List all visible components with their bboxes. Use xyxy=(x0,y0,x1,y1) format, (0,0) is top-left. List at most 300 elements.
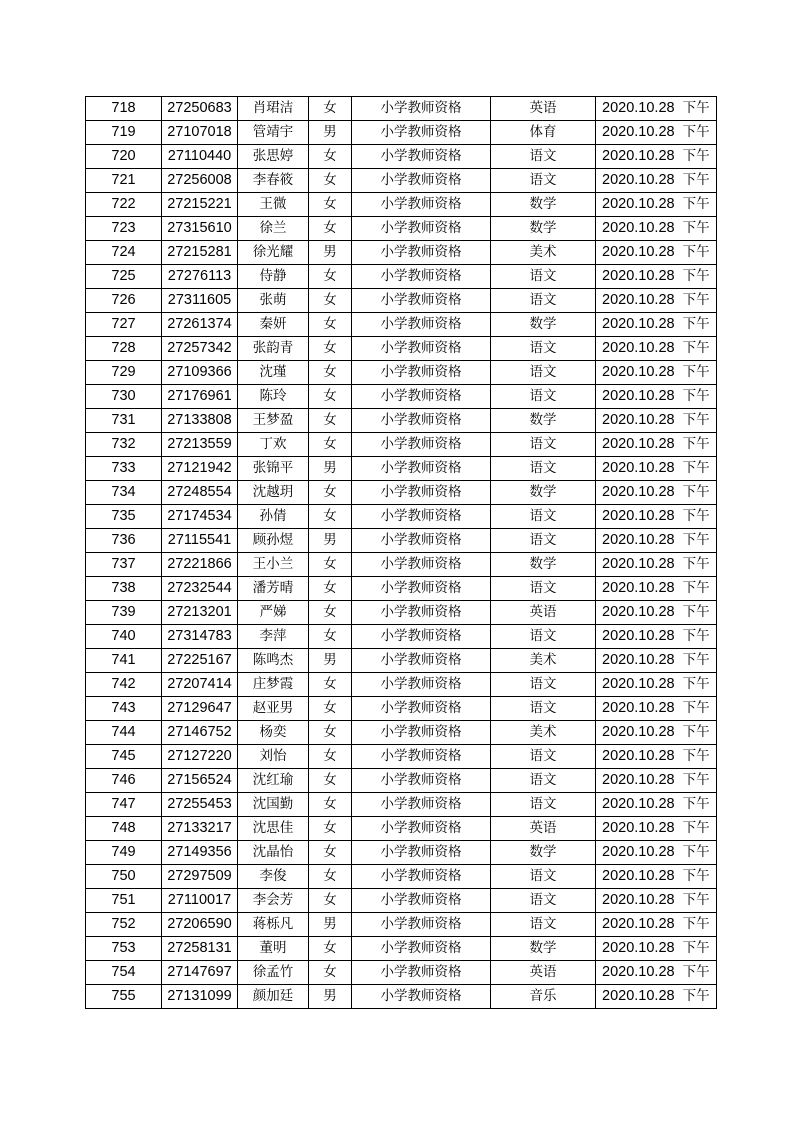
exam-time-cell xyxy=(596,97,717,121)
gender-cell: 女 xyxy=(309,889,352,913)
gender-cell: 女 xyxy=(309,145,352,169)
exam-period: 下午 xyxy=(682,364,710,380)
table-row xyxy=(86,409,717,433)
subject-cell: 语文 xyxy=(491,169,596,193)
exam-date: 2020.10.28 xyxy=(602,820,675,836)
table-row xyxy=(86,337,717,361)
seq-cell: 752 xyxy=(86,913,162,937)
seq-cell: 746 xyxy=(86,769,162,793)
qualification-cell: 小学教师资格 xyxy=(352,169,491,193)
ticket-number-cell: 27215221 xyxy=(162,193,238,217)
subject-cell: 语文 xyxy=(491,625,596,649)
exam-period: 下午 xyxy=(682,796,710,812)
exam-period: 下午 xyxy=(682,268,710,284)
table-row xyxy=(86,889,717,913)
exam-time-cell xyxy=(596,841,717,865)
qualification-cell: 小学教师资格 xyxy=(352,841,491,865)
exam-period: 下午 xyxy=(682,100,710,116)
subject-cell: 语文 xyxy=(491,697,596,721)
exam-time-cell xyxy=(596,313,717,337)
qualification-cell: 小学教师资格 xyxy=(352,481,491,505)
exam-date: 2020.10.28 xyxy=(602,268,675,284)
subject-cell: 英语 xyxy=(491,961,596,985)
qualification-cell: 小学教师资格 xyxy=(352,97,491,121)
exam-time-cell xyxy=(596,601,717,625)
gender-cell: 男 xyxy=(309,241,352,265)
seq-cell: 729 xyxy=(86,361,162,385)
ticket-number-cell: 27248554 xyxy=(162,481,238,505)
exam-period: 下午 xyxy=(682,172,710,188)
name-cell: 张思婷 xyxy=(238,145,309,169)
exam-date: 2020.10.28 xyxy=(602,196,675,212)
ticket-number-cell: 27258131 xyxy=(162,937,238,961)
exam-period: 下午 xyxy=(682,916,710,932)
qualification-cell: 小学教师资格 xyxy=(352,601,491,625)
seq-cell: 731 xyxy=(86,409,162,433)
exam-date: 2020.10.28 xyxy=(602,244,675,260)
name-cell: 李春筱 xyxy=(238,169,309,193)
subject-cell: 语文 xyxy=(491,673,596,697)
exam-date: 2020.10.28 xyxy=(602,604,675,620)
ticket-number-cell: 27297509 xyxy=(162,865,238,889)
exam-time-cell xyxy=(596,865,717,889)
seq-cell: 725 xyxy=(86,265,162,289)
seq-cell: 732 xyxy=(86,433,162,457)
exam-period: 下午 xyxy=(682,988,710,1004)
name-cell: 秦妍 xyxy=(238,313,309,337)
qualification-cell: 小学教师资格 xyxy=(352,865,491,889)
table-row xyxy=(86,769,717,793)
exam-period: 下午 xyxy=(682,316,710,332)
exam-date: 2020.10.28 xyxy=(602,172,675,188)
exam-time-cell xyxy=(596,457,717,481)
name-cell: 董明 xyxy=(238,937,309,961)
seq-cell: 735 xyxy=(86,505,162,529)
seq-cell: 747 xyxy=(86,793,162,817)
table-row xyxy=(86,673,717,697)
seq-cell: 753 xyxy=(86,937,162,961)
exam-period: 下午 xyxy=(682,844,710,860)
subject-cell: 语文 xyxy=(491,865,596,889)
exam-date: 2020.10.28 xyxy=(602,772,675,788)
exam-time-cell xyxy=(596,505,717,529)
subject-cell: 数学 xyxy=(491,313,596,337)
ticket-number-cell: 27133808 xyxy=(162,409,238,433)
qualification-cell: 小学教师资格 xyxy=(352,361,491,385)
subject-cell: 数学 xyxy=(491,481,596,505)
ticket-number-cell: 27107018 xyxy=(162,121,238,145)
table-row xyxy=(86,193,717,217)
exam-date: 2020.10.28 xyxy=(602,412,675,428)
table-row xyxy=(86,457,717,481)
exam-period: 下午 xyxy=(682,340,710,356)
exam-period: 下午 xyxy=(682,460,710,476)
exam-date: 2020.10.28 xyxy=(602,388,675,404)
table-row xyxy=(86,265,717,289)
ticket-number-cell: 27131099 xyxy=(162,985,238,1009)
ticket-number-cell: 27146752 xyxy=(162,721,238,745)
gender-cell: 女 xyxy=(309,217,352,241)
exam-period: 下午 xyxy=(682,700,710,716)
seq-cell: 748 xyxy=(86,817,162,841)
exam-period: 下午 xyxy=(682,940,710,956)
exam-time-cell xyxy=(596,145,717,169)
name-cell: 王微 xyxy=(238,193,309,217)
qualification-cell: 小学教师资格 xyxy=(352,793,491,817)
subject-cell: 数学 xyxy=(491,217,596,241)
exam-time-cell xyxy=(596,529,717,553)
exam-period: 下午 xyxy=(682,820,710,836)
qualification-cell: 小学教师资格 xyxy=(352,505,491,529)
exam-time-cell xyxy=(596,337,717,361)
seq-cell: 722 xyxy=(86,193,162,217)
gender-cell: 女 xyxy=(309,337,352,361)
qualification-cell: 小学教师资格 xyxy=(352,817,491,841)
ticket-number-cell: 27133217 xyxy=(162,817,238,841)
exam-period: 下午 xyxy=(682,532,710,548)
ticket-number-cell: 27261374 xyxy=(162,313,238,337)
exam-time-cell xyxy=(596,265,717,289)
exam-period: 下午 xyxy=(682,580,710,596)
exam-date: 2020.10.28 xyxy=(602,724,675,740)
exam-period: 下午 xyxy=(682,436,710,452)
ticket-number-cell: 27314783 xyxy=(162,625,238,649)
gender-cell: 女 xyxy=(309,625,352,649)
ticket-number-cell: 27257342 xyxy=(162,337,238,361)
qualification-cell: 小学教师资格 xyxy=(352,889,491,913)
gender-cell: 女 xyxy=(309,865,352,889)
name-cell: 李俊 xyxy=(238,865,309,889)
qualification-cell: 小学教师资格 xyxy=(352,409,491,433)
exam-period: 下午 xyxy=(682,244,710,260)
qualification-cell: 小学教师资格 xyxy=(352,385,491,409)
name-cell: 沈红瑜 xyxy=(238,769,309,793)
subject-cell: 语文 xyxy=(491,745,596,769)
table-row xyxy=(86,433,717,457)
ticket-number-cell: 27311605 xyxy=(162,289,238,313)
table-row xyxy=(86,361,717,385)
name-cell: 侍静 xyxy=(238,265,309,289)
table-row xyxy=(86,289,717,313)
seq-cell: 727 xyxy=(86,313,162,337)
name-cell: 张锦平 xyxy=(238,457,309,481)
subject-cell: 语文 xyxy=(491,433,596,457)
table-row xyxy=(86,865,717,889)
exam-date: 2020.10.28 xyxy=(602,340,675,356)
exam-date: 2020.10.28 xyxy=(602,460,675,476)
subject-cell: 美术 xyxy=(491,649,596,673)
seq-cell: 749 xyxy=(86,841,162,865)
name-cell: 沈瑾 xyxy=(238,361,309,385)
ticket-number-cell: 27250683 xyxy=(162,97,238,121)
subject-cell: 数学 xyxy=(491,553,596,577)
qualification-cell: 小学教师资格 xyxy=(352,649,491,673)
subject-cell: 数学 xyxy=(491,193,596,217)
exam-time-cell xyxy=(596,793,717,817)
name-cell: 沈国勤 xyxy=(238,793,309,817)
name-cell: 沈晶怡 xyxy=(238,841,309,865)
gender-cell: 女 xyxy=(309,673,352,697)
exam-time-cell xyxy=(596,745,717,769)
qualification-cell: 小学教师资格 xyxy=(352,553,491,577)
qualification-cell: 小学教师资格 xyxy=(352,433,491,457)
exam-date: 2020.10.28 xyxy=(602,940,675,956)
seq-cell: 728 xyxy=(86,337,162,361)
seq-cell: 718 xyxy=(86,97,162,121)
seq-cell: 750 xyxy=(86,865,162,889)
table-row xyxy=(86,313,717,337)
table-row xyxy=(86,577,717,601)
exam-time-cell xyxy=(596,361,717,385)
exam-date: 2020.10.28 xyxy=(602,100,675,116)
ticket-number-cell: 27206590 xyxy=(162,913,238,937)
exam-time-cell xyxy=(596,217,717,241)
exam-date: 2020.10.28 xyxy=(602,748,675,764)
gender-cell: 男 xyxy=(309,121,352,145)
qualification-cell: 小学教师资格 xyxy=(352,457,491,481)
exam-date: 2020.10.28 xyxy=(602,508,675,524)
name-cell: 张韵青 xyxy=(238,337,309,361)
name-cell: 潘芳晴 xyxy=(238,577,309,601)
qualification-cell: 小学教师资格 xyxy=(352,985,491,1009)
ticket-number-cell: 27221866 xyxy=(162,553,238,577)
exam-period: 下午 xyxy=(682,412,710,428)
name-cell: 杨奕 xyxy=(238,721,309,745)
exam-time-cell xyxy=(596,817,717,841)
subject-cell: 语文 xyxy=(491,457,596,481)
subject-cell: 语文 xyxy=(491,769,596,793)
gender-cell: 男 xyxy=(309,985,352,1009)
name-cell: 陈鸣杰 xyxy=(238,649,309,673)
name-cell: 颜加廷 xyxy=(238,985,309,1009)
exam-date: 2020.10.28 xyxy=(602,628,675,644)
exam-date: 2020.10.28 xyxy=(602,700,675,716)
gender-cell: 女 xyxy=(309,553,352,577)
gender-cell: 女 xyxy=(309,577,352,601)
table-row xyxy=(86,145,717,169)
exam-date: 2020.10.28 xyxy=(602,988,675,1004)
name-cell: 丁欢 xyxy=(238,433,309,457)
subject-cell: 语文 xyxy=(491,337,596,361)
qualification-cell: 小学教师资格 xyxy=(352,937,491,961)
seq-cell: 754 xyxy=(86,961,162,985)
gender-cell: 女 xyxy=(309,313,352,337)
exam-period: 下午 xyxy=(682,772,710,788)
table-row xyxy=(86,913,717,937)
exam-date: 2020.10.28 xyxy=(602,916,675,932)
gender-cell: 女 xyxy=(309,289,352,313)
seq-cell: 745 xyxy=(86,745,162,769)
exam-date: 2020.10.28 xyxy=(602,532,675,548)
table-row xyxy=(86,697,717,721)
exam-date: 2020.10.28 xyxy=(602,676,675,692)
exam-date: 2020.10.28 xyxy=(602,124,675,140)
qualification-cell: 小学教师资格 xyxy=(352,241,491,265)
seq-cell: 743 xyxy=(86,697,162,721)
qualification-cell: 小学教师资格 xyxy=(352,673,491,697)
seq-cell: 738 xyxy=(86,577,162,601)
exam-period: 下午 xyxy=(682,868,710,884)
exam-period: 下午 xyxy=(682,292,710,308)
table-row xyxy=(86,169,717,193)
qualification-cell: 小学教师资格 xyxy=(352,577,491,601)
subject-cell: 数学 xyxy=(491,841,596,865)
name-cell: 徐兰 xyxy=(238,217,309,241)
seq-cell: 744 xyxy=(86,721,162,745)
exam-period: 下午 xyxy=(682,508,710,524)
exam-period: 下午 xyxy=(682,892,710,908)
seq-cell: 736 xyxy=(86,529,162,553)
exam-date: 2020.10.28 xyxy=(602,316,675,332)
seq-cell: 740 xyxy=(86,625,162,649)
seq-cell: 730 xyxy=(86,385,162,409)
gender-cell: 女 xyxy=(309,937,352,961)
exam-time-cell xyxy=(596,553,717,577)
table-row xyxy=(86,121,717,145)
table-row xyxy=(86,721,717,745)
gender-cell: 女 xyxy=(309,721,352,745)
name-cell: 顾孙煜 xyxy=(238,529,309,553)
subject-cell: 英语 xyxy=(491,601,596,625)
exam-period: 下午 xyxy=(682,556,710,572)
ticket-number-cell: 27174534 xyxy=(162,505,238,529)
seq-cell: 720 xyxy=(86,145,162,169)
exam-time-cell xyxy=(596,985,717,1009)
ticket-number-cell: 27215281 xyxy=(162,241,238,265)
table-row xyxy=(86,97,717,121)
exam-period: 下午 xyxy=(682,484,710,500)
exam-period: 下午 xyxy=(682,964,710,980)
candidate-list-page xyxy=(85,96,716,1009)
ticket-number-cell: 27207414 xyxy=(162,673,238,697)
ticket-number-cell: 27110017 xyxy=(162,889,238,913)
exam-time-cell xyxy=(596,169,717,193)
name-cell: 李会芳 xyxy=(238,889,309,913)
seq-cell: 737 xyxy=(86,553,162,577)
exam-time-cell xyxy=(596,913,717,937)
exam-time-cell xyxy=(596,409,717,433)
subject-cell: 语文 xyxy=(491,577,596,601)
gender-cell: 男 xyxy=(309,649,352,673)
name-cell: 沈思佳 xyxy=(238,817,309,841)
subject-cell: 体育 xyxy=(491,121,596,145)
exam-time-cell xyxy=(596,673,717,697)
ticket-number-cell: 27121942 xyxy=(162,457,238,481)
subject-cell: 美术 xyxy=(491,241,596,265)
subject-cell: 语文 xyxy=(491,265,596,289)
ticket-number-cell: 27115541 xyxy=(162,529,238,553)
exam-period: 下午 xyxy=(682,220,710,236)
ticket-number-cell: 27129647 xyxy=(162,697,238,721)
exam-time-cell xyxy=(596,385,717,409)
name-cell: 肖珺洁 xyxy=(238,97,309,121)
gender-cell: 女 xyxy=(309,481,352,505)
exam-period: 下午 xyxy=(682,148,710,164)
name-cell: 王小兰 xyxy=(238,553,309,577)
gender-cell: 女 xyxy=(309,265,352,289)
name-cell: 刘怡 xyxy=(238,745,309,769)
name-cell: 徐光耀 xyxy=(238,241,309,265)
table-row xyxy=(86,793,717,817)
subject-cell: 数学 xyxy=(491,409,596,433)
gender-cell: 女 xyxy=(309,769,352,793)
qualification-cell: 小学教师资格 xyxy=(352,217,491,241)
gender-cell: 女 xyxy=(309,505,352,529)
exam-time-cell xyxy=(596,433,717,457)
seq-cell: 739 xyxy=(86,601,162,625)
ticket-number-cell: 27225167 xyxy=(162,649,238,673)
exam-date: 2020.10.28 xyxy=(602,868,675,884)
subject-cell: 英语 xyxy=(491,817,596,841)
exam-date: 2020.10.28 xyxy=(602,292,675,308)
qualification-cell: 小学教师资格 xyxy=(352,121,491,145)
ticket-number-cell: 27276113 xyxy=(162,265,238,289)
subject-cell: 语文 xyxy=(491,793,596,817)
table-row xyxy=(86,817,717,841)
table-row xyxy=(86,841,717,865)
exam-period: 下午 xyxy=(682,628,710,644)
gender-cell: 女 xyxy=(309,745,352,769)
exam-period: 下午 xyxy=(682,748,710,764)
gender-cell: 男 xyxy=(309,529,352,553)
table-row xyxy=(86,601,717,625)
ticket-number-cell: 27147697 xyxy=(162,961,238,985)
name-cell: 沈越玥 xyxy=(238,481,309,505)
exam-time-cell xyxy=(596,697,717,721)
gender-cell: 女 xyxy=(309,361,352,385)
ticket-number-cell: 27255453 xyxy=(162,793,238,817)
exam-date: 2020.10.28 xyxy=(602,892,675,908)
seq-cell: 726 xyxy=(86,289,162,313)
ticket-number-cell: 27156524 xyxy=(162,769,238,793)
exam-time-cell xyxy=(596,937,717,961)
table-body xyxy=(86,97,717,1009)
ticket-number-cell: 27109366 xyxy=(162,361,238,385)
table-row xyxy=(86,217,717,241)
ticket-number-cell: 27127220 xyxy=(162,745,238,769)
exam-period: 下午 xyxy=(682,196,710,212)
exam-time-cell xyxy=(596,289,717,313)
name-cell: 李萍 xyxy=(238,625,309,649)
gender-cell: 女 xyxy=(309,409,352,433)
subject-cell: 语文 xyxy=(491,529,596,553)
qualification-cell: 小学教师资格 xyxy=(352,769,491,793)
name-cell: 王梦盈 xyxy=(238,409,309,433)
gender-cell: 女 xyxy=(309,97,352,121)
exam-date: 2020.10.28 xyxy=(602,796,675,812)
name-cell: 徐孟竹 xyxy=(238,961,309,985)
exam-time-cell xyxy=(596,889,717,913)
gender-cell: 女 xyxy=(309,841,352,865)
table-row xyxy=(86,625,717,649)
exam-time-cell xyxy=(596,577,717,601)
exam-period: 下午 xyxy=(682,124,710,140)
exam-date: 2020.10.28 xyxy=(602,844,675,860)
exam-date: 2020.10.28 xyxy=(602,652,675,668)
ticket-number-cell: 27176961 xyxy=(162,385,238,409)
exam-date: 2020.10.28 xyxy=(602,220,675,236)
table-row xyxy=(86,529,717,553)
exam-date: 2020.10.28 xyxy=(602,580,675,596)
table-row xyxy=(86,985,717,1009)
qualification-cell: 小学教师资格 xyxy=(352,313,491,337)
seq-cell: 734 xyxy=(86,481,162,505)
exam-time-cell xyxy=(596,121,717,145)
subject-cell: 语文 xyxy=(491,289,596,313)
ticket-number-cell: 27213201 xyxy=(162,601,238,625)
exam-time-cell xyxy=(596,721,717,745)
table-row xyxy=(86,505,717,529)
